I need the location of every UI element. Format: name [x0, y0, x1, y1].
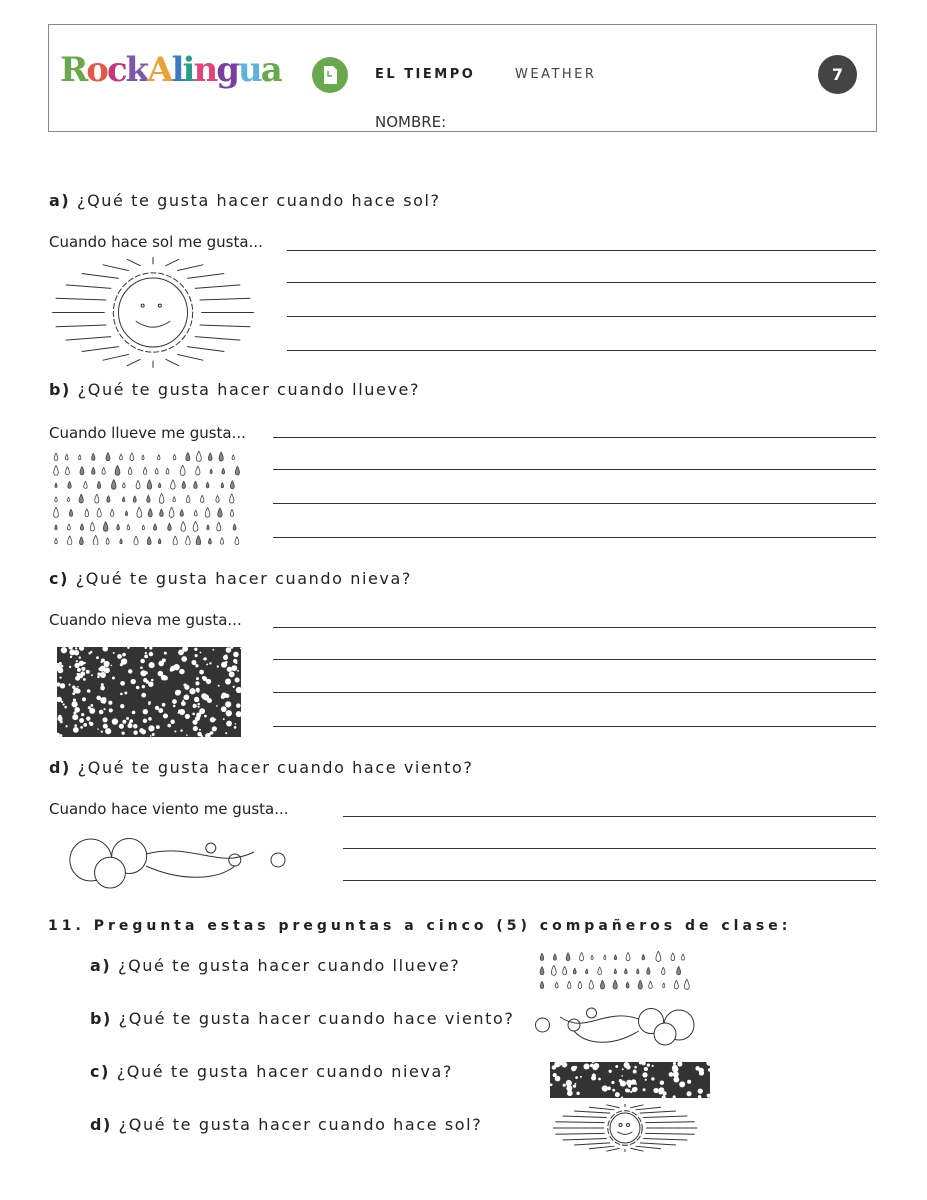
- answer-line[interactable]: [287, 250, 876, 251]
- answer-line[interactable]: [273, 627, 876, 628]
- ex11-item-a: a) ¿Qué te gusta hacer cuando llueve?: [90, 956, 461, 975]
- document-icon: [312, 57, 348, 93]
- answer-line[interactable]: [273, 469, 876, 470]
- answer-line[interactable]: [343, 816, 876, 817]
- ex11-item-c: c) ¿Qué te gusta hacer cuando nieva?: [90, 1062, 454, 1081]
- ex11-item-b: b) ¿Qué te gusta hacer cuando hace viento?: [90, 1009, 515, 1028]
- page-number-badge: 7: [818, 55, 857, 94]
- answer-line[interactable]: [343, 880, 876, 881]
- answer-line[interactable]: [273, 437, 876, 438]
- prompt-a: Cuando hace sol me gusta...: [49, 233, 263, 251]
- answer-line[interactable]: [273, 659, 876, 660]
- snow-icon: [550, 1062, 710, 1098]
- wind-icon: [62, 825, 302, 895]
- question-a: a) ¿Qué te gusta hacer cuando hace sol?: [49, 191, 441, 210]
- ex11-item-d: d) ¿Qué te gusta hacer cuando hace sol?: [90, 1115, 483, 1134]
- title-spanish: EL TIEMPO: [375, 67, 476, 82]
- question-b: b) ¿Qué te gusta hacer cuando llueve?: [49, 380, 421, 399]
- prompt-c: Cuando nieva me gusta...: [49, 611, 242, 629]
- answer-line[interactable]: [273, 503, 876, 504]
- answer-line[interactable]: [343, 848, 876, 849]
- prompt-b: Cuando llueve me gusta...: [49, 424, 246, 442]
- answer-line[interactable]: [287, 350, 876, 351]
- snow-icon: [57, 647, 241, 737]
- answer-line[interactable]: [287, 316, 876, 317]
- question-c: c) ¿Qué te gusta hacer cuando nieva?: [49, 569, 413, 588]
- rain-icon: [538, 950, 693, 992]
- sun-icon: [48, 255, 258, 370]
- sun-icon: [550, 1103, 700, 1153]
- answer-line[interactable]: [273, 692, 876, 693]
- prompt-d: Cuando hace viento me gusta...: [49, 800, 289, 818]
- question-d: d) ¿Qué te gusta hacer cuando hace viento?: [49, 758, 474, 777]
- wind-icon: [525, 1000, 700, 1050]
- answer-line[interactable]: [287, 282, 876, 283]
- answer-line[interactable]: [273, 726, 876, 727]
- answer-line[interactable]: [273, 537, 876, 538]
- rain-icon: [52, 450, 242, 545]
- rockalingua-logo: RockAlingua: [60, 50, 281, 90]
- title-english: WEATHER: [515, 67, 597, 82]
- name-label: NOMBRE:: [375, 113, 447, 131]
- exercise-11-instruction: 11. Pregunta estas preguntas a cinco (5) compañeros de clase:: [48, 918, 792, 934]
